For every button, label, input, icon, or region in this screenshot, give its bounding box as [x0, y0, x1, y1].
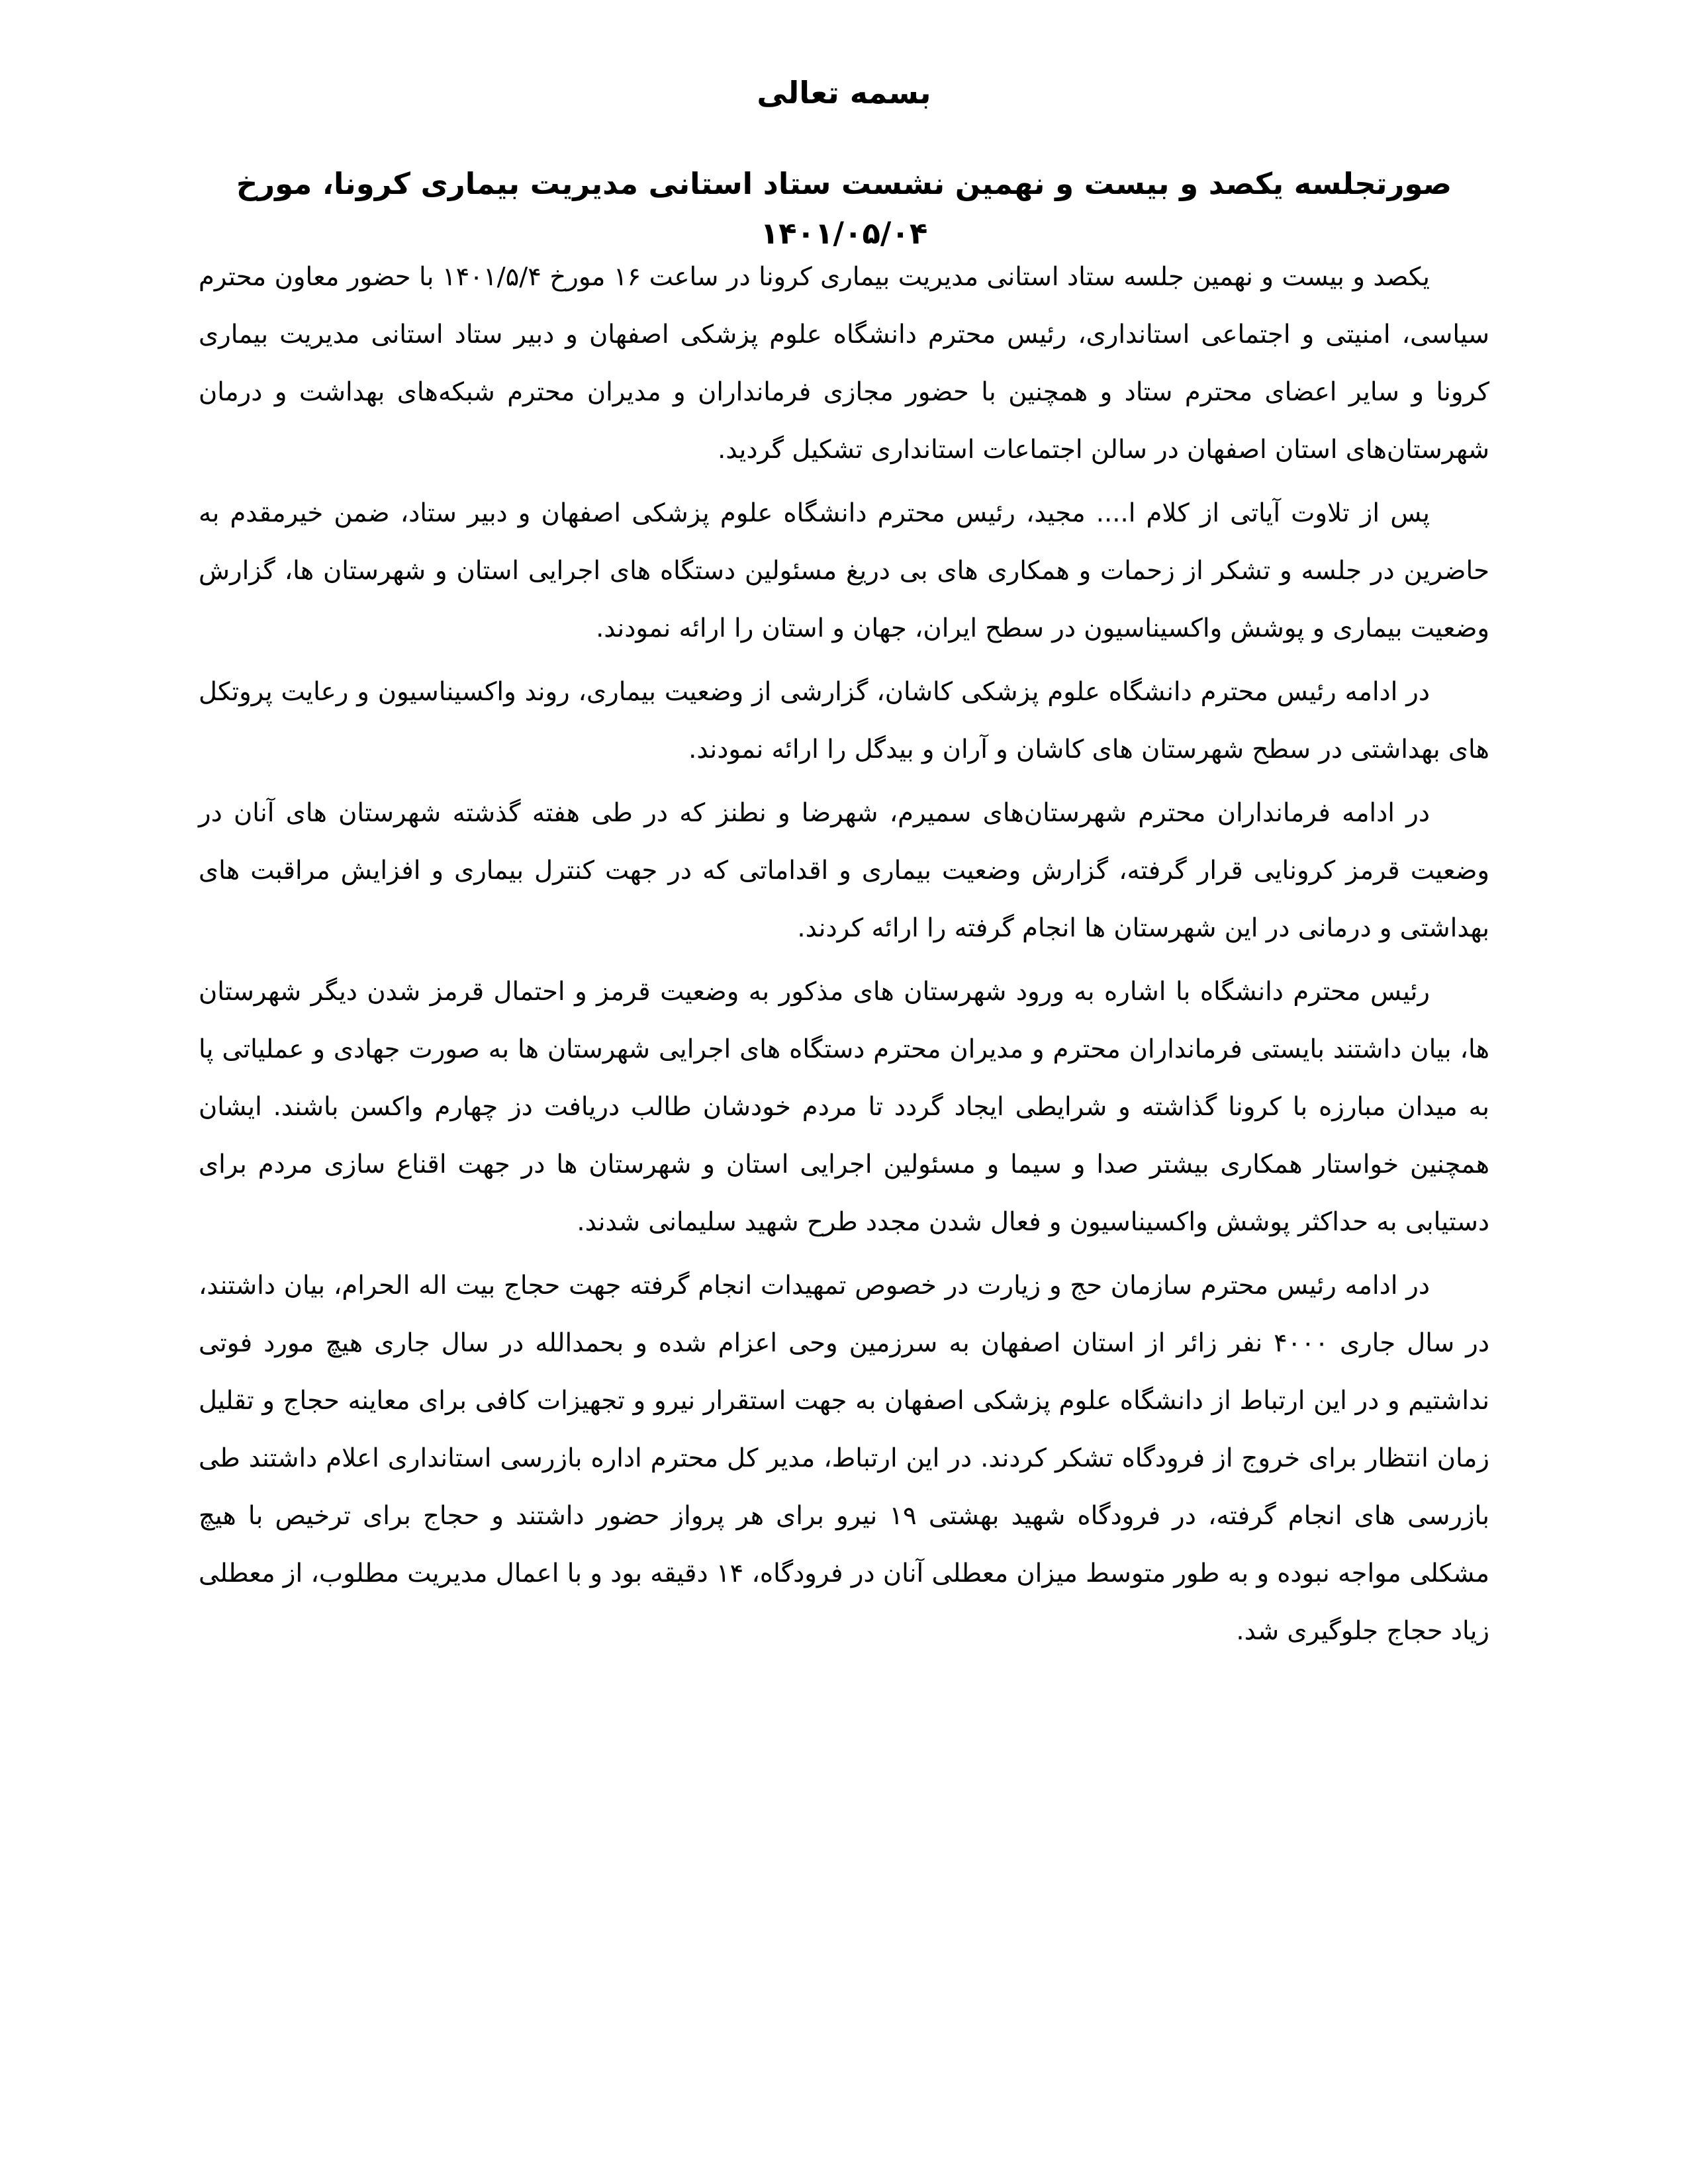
paragraph: در ادامه رئیس محترم دانشگاه علوم پزشکی کاشان، گزارشی از وضعیت بیماری، روند واکسیناسیون و رعایت پروتکل های بهداشتی در سطح شهرستان های کاشان و آران و بیدگل را ارائه نمودند.: [199, 677, 1489, 764]
paragraph: در ادامه رئیس محترم سازمان حج و زیارت در خصوص تمهیدات انجام گرفته جهت حجاج بیت اله الحرام، بیان داشتند، در سال جاری ۴۰۰۰ نفر زائر از استان اصفهان به سرزمین وحی اعزام شده و بحمدالله در سال جاری هیچ مورد فوتی نداشتیم و در این ارتباط از دانشگاه علوم پزشکی اصفهان به جهت استقرار نیرو و تجهیزات کافی برای معاینه حجاج و تقلیل زمان انتظار برای خروج از فرودگاه تشکر کردند. در این ارتباط، مدیر کل محترم اداره بازرسی استانداری اعلام داشتند طی بازرسی های انجام گرفته، در فرودگاه شهید بهشتی ۱۹ نیرو برای هر پرواز حضور داشتند و حجاج برای ترخیص با هیچ مشکلی مواجه نبوده و به طور متوسط میزان معطلی آنان در فرودگاه، ۱۴ دقیقه بود و با اعمال مدیریت مطلوب، از معطلی زیاد حجاج جلوگیری شد.: [199, 1271, 1490, 1646]
paragraph: یکصد و بیست و نهمین جلسه ستاد استانی مدیریت بیماری کرونا در ساعت ۱۶ مورخ ۱۴۰۱/۵/۴ با حضور معاون محترم سیاسی، امنیتی و اجتماعی استانداری، رئیس محترم دانشگاه علوم پزشکی اصفهان و دبیر ستاد استانی مدیریت بیماری کرونا و سایر اعضای محترم ستاد و همچنین با حضور مجازی فرمانداران و مدیران محترم شبکه‌های بهداشت و درمان شهرستان‌های استان اصفهان در سالن اجتماعات استانداری تشکیل گردید.: [199, 262, 1489, 465]
document-title: صورتجلسه یکصد و بیست و نهمین نشست ستاد استانی مدیریت بیماری کرونا، مورخ ۱۴۰۱/۰۵/۰۴: [236, 166, 1452, 251]
paragraph: پس از تلاوت آیاتی از کلام ا.... مجید، رئیس محترم دانشگاه علوم پزشکی اصفهان و دبیر ستاد، ضمن خیرمقدم به حاضرین در جلسه و تشکر از زحمات و همکاری های بی دریغ مسئولین دستگاه های اجرایی استان و شهرستان ها، گزارش وضعیت بیماری و پوشش واکسیناسیون در سطح ایران، جهان و استان را ارائه نمودند.: [199, 498, 1489, 643]
paragraph: رئیس محترم دانشگاه با اشاره به ورود شهرستان های مذکور به وضعیت قرمز و احتمال قرمز شدن دیگر شهرستان ها، بیان داشتند بایستی فرمانداران محترم و مدیران محترم دستگاه های اجرایی شهرستان ها به صورت جهادی و عملیاتی پا به میدان مبارزه با کرونا گذاشته و شرایطی ایجاد گردد تا مردم خودشان طالب دریافت دز چهارم واکسن باشند. ایشان همچنین خواستار همکاری بیشتر صدا و سیما و مسئولین اجرایی استان و شهرستان ها در جهت اقناع سازی مردم برای دستیابی به حداکثر پوشش واکسیناسیون و فعال شدن مجدد طرح شهید سلیمانی شدند.: [199, 977, 1489, 1237]
basmala-heading: بسمه تعالی: [757, 75, 931, 111]
paragraph: در ادامه فرمانداران محترم شهرستان‌های سمیرم، شهرضا و نطنز که در طی هفته گذشته شهرستان های آنان در وضعیت قرمز کرونایی قرار گرفته، گزارش وضعیت بیماری و اقداماتی که در جهت کنترل بیماری و افزایش مراقبت های بهداشتی و درمانی در این شهرستان ها انجام گرفته را ارائه کردند.: [199, 798, 1489, 943]
document-body: [199, 248, 1489, 1666]
